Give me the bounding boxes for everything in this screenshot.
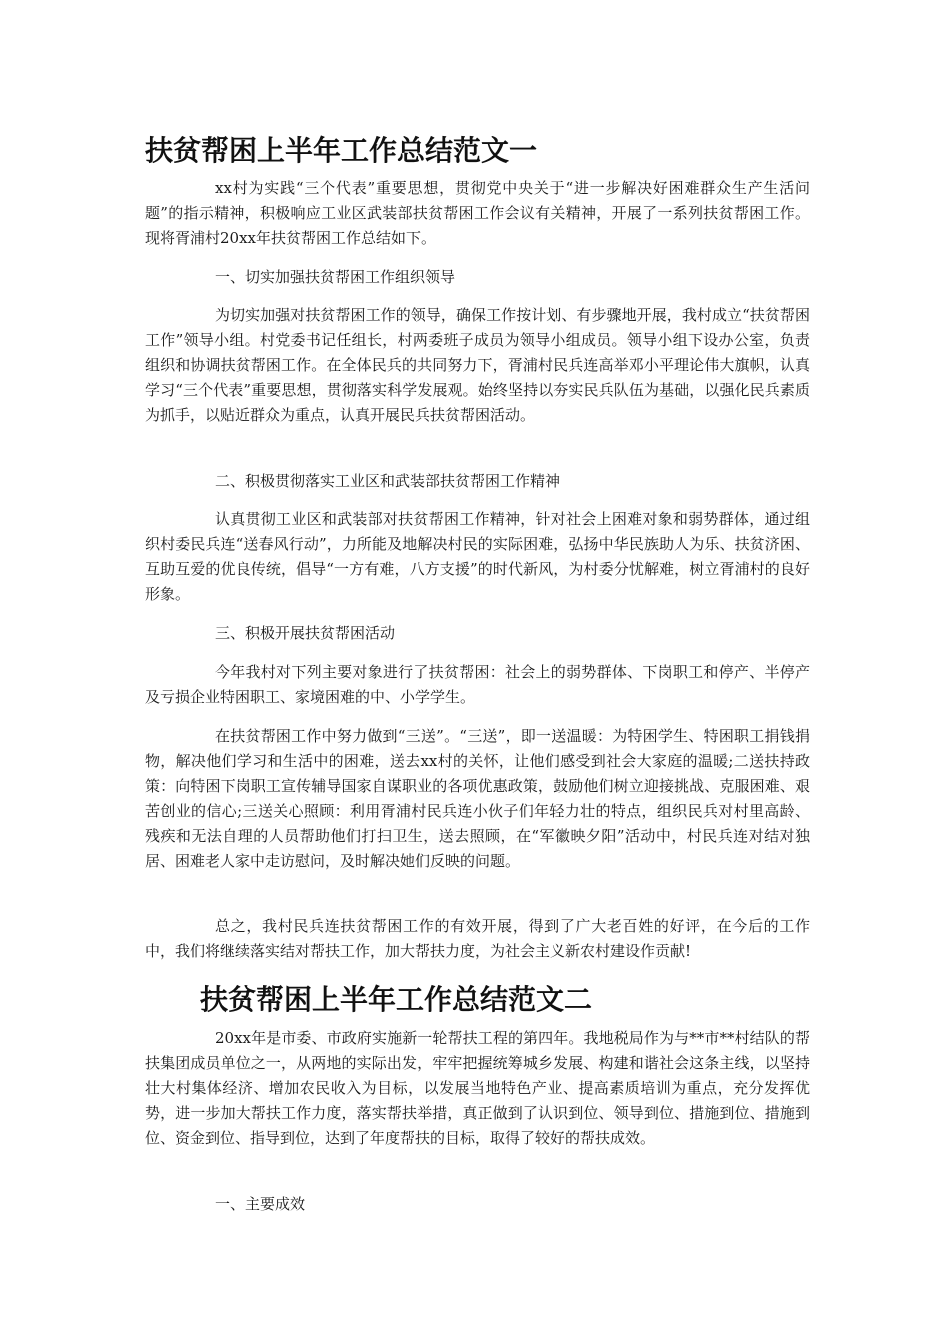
article1-conclusion-paragraph: 总之，我村民兵连扶贫帮困工作的有效开展，得到了广大老百姓的好评，在今后的工作中，我们将继续落实结对帮扶工作，加大帮扶力度，为社会主义新农村建设作贡献!	[145, 917, 810, 960]
article1-intro-paragraph: xx村为实践“三个代表”重要思想，贯彻党中央关于“进一步解决好困难群众生产生活问题”的指示精神，积极响应工业区武装部扶贫帮困工作会议有关精神，开展了一系列扶贫帮困工作。现将胥浦村20xx年扶贫帮困工作总结如下。	[145, 179, 810, 247]
article1-section2-heading: 二、积极贯彻落实工业区和武装部扶贫帮困工作精神	[215, 472, 561, 490]
article1-section2-paragraph: 认真贯彻工业区和武装部对扶贫帮困工作精神，针对社会上困难对象和弱势群体，通过组织村委民兵连“送春风行动”，力所能及地解决村民的实际困难，弘扬中华民族助人为乐、扶贫济困、互助互爱的优良传统，倡导“一方有难，八方支援”的时代新风，为村委分忧解难，树立胥浦村的良好形象。	[145, 510, 810, 603]
article1-section1-heading: 一、切实加强扶贫帮困工作组织领导	[215, 268, 456, 286]
article1-section3-heading: 三、积极开展扶贫帮困活动	[215, 624, 396, 642]
article1-section3-paragraph-2: 在扶贫帮困工作中努力做到“三送”。“三送”，即一送温暖：为特困学生、特困职工捐钱捐物，解决他们学习和生活中的困难，送去xx村的关怀，让他们感受到社会大家庭的温暖;二送扶持政策：向特困下岗职工宣传辅导国家自谋职业的各项优惠政策，鼓励他们树立迎接挑战、克服困难、艰苦创业的信心;三送关心照顾：利用胥浦村民兵连小伙子们年轻力壮的特点，组织民兵对村里高龄、残疾和无法自理的人员帮助他们打扫卫生，送去照顾，在“军徽映夕阳”活动中，村民兵连对结对独居、困难老人家中走访慰问，及时解决她们反映的问题。	[145, 727, 810, 870]
article1-section3-paragraph-1: 今年我村对下列主要对象进行了扶贫帮困：社会上的弱势群体、下岗职工和停产、半停产及亏损企业特困职工、家境困难的中、小学学生。	[145, 663, 810, 706]
article2-intro-paragraph: 20xx年是市委、市政府实施新一轮帮扶工程的第四年。我地税局作为与**市**村结队的帮扶集团成员单位之一，从两地的实际出发，牢牢把握统筹城乡发展、构建和谐社会这条主线，以坚持壮大村集体经济、增加农民收入为目标，以发展当地特色产业、提高素质培训为重点，充分发挥优势，进一步加大帮扶工作力度，落实帮扶举措，真正做到了认识到位、领导到位、措施到位、措施到位、资金到位、指导到位，达到了年度帮扶的目标，取得了较好的帮扶成效。	[145, 1029, 810, 1147]
article2-section1-heading: 一、主要成效	[215, 1195, 306, 1213]
article1-title: 扶贫帮困上半年工作总结范文一	[145, 134, 538, 167]
article2-title: 扶贫帮困上半年工作总结范文二	[200, 983, 593, 1016]
article1-section1-paragraph: 为切实加强对扶贫帮困工作的领导，确保工作按计划、有步骤地开展，我村成立“扶贫帮困工作”领导小组。村党委书记任组长，村两委班子成员为领导小组成员。领导小组下设办公室，负责组织和协调扶贫帮困工作。在全体民兵的共同努力下，胥浦村民兵连高举邓小平理论伟大旗帜，认真学习“三个代表”重要思想，贯彻落实科学发展观。始终坚持以夯实民兵队伍为基础，以强化民兵素质为抓手，以贴近群众为重点，认真开展民兵扶贫帮困活动。	[145, 306, 810, 424]
